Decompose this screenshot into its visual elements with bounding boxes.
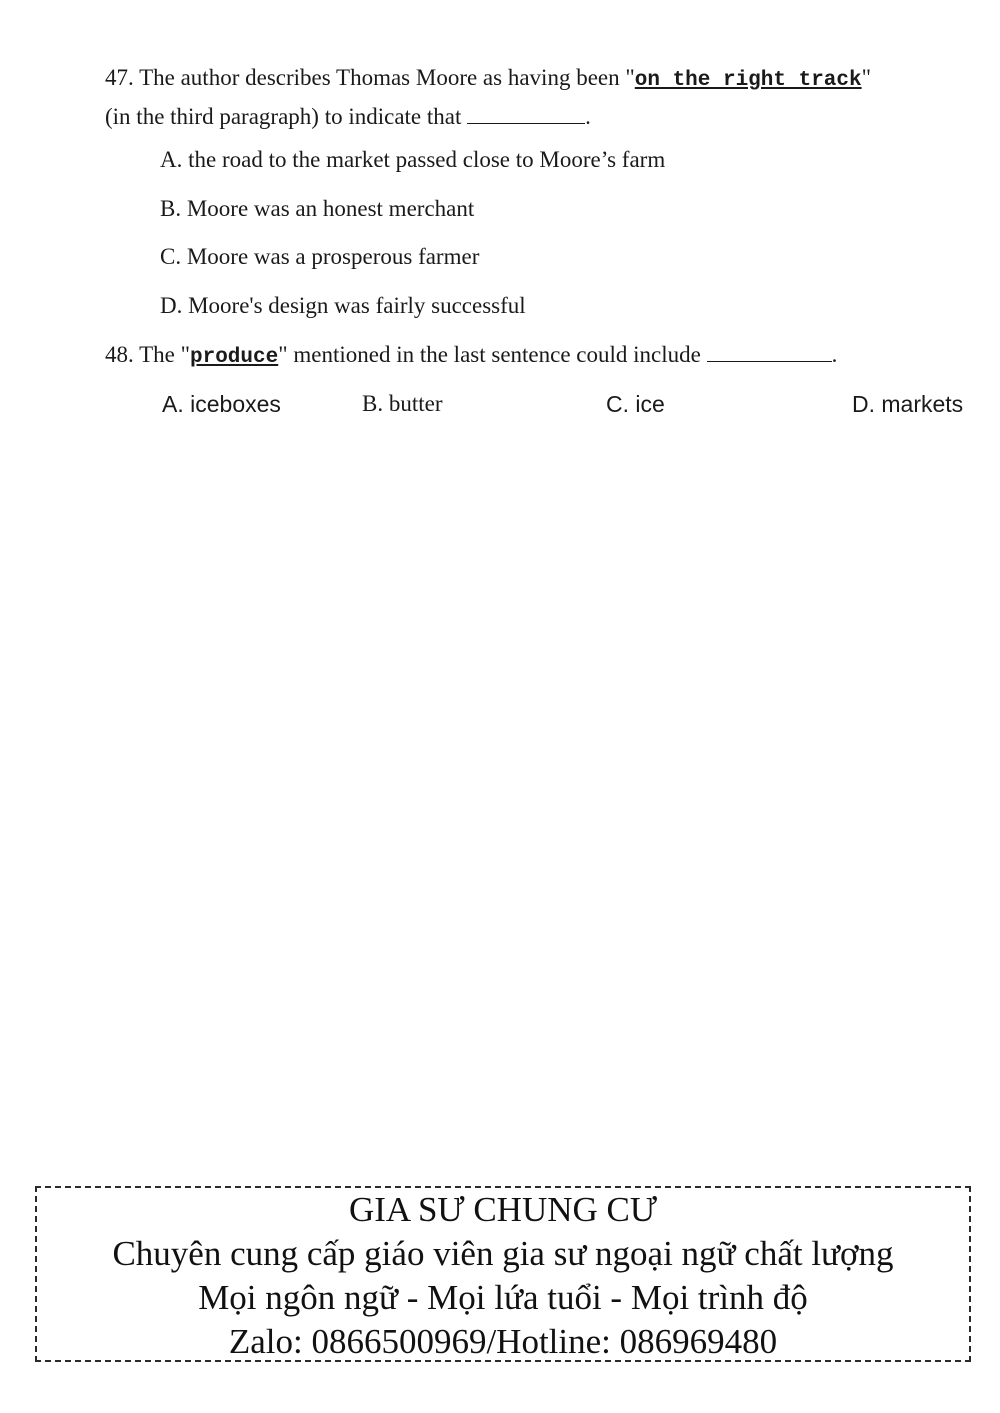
option-a: A. iceboxes (162, 391, 281, 417)
option-c: C. ice (606, 391, 665, 417)
question-period: . (831, 342, 838, 367)
advertisement-box (35, 1186, 971, 1362)
question-48-options (0, 384, 1000, 424)
question-text: The author describes Thomas Moore as having been " (139, 65, 635, 90)
option-b: B. butter (362, 391, 443, 416)
ad-line-2: Mọi ngôn ngữ - Mọi lứa tuổi - Mọi trình độ (198, 1278, 808, 1317)
option-a: A. the road to the market passed close to Moore’s farm (160, 147, 666, 172)
question-text-line-2: (in the third paragraph) to indicate that (105, 104, 462, 129)
question-text-end: " mentioned in the last sentence could include (278, 342, 701, 367)
ad-contact: Zalo: 0866500969/Hotline: 086969480 (228, 1322, 778, 1361)
question-47-line-1 (105, 60, 985, 99)
answer-blank (707, 343, 832, 362)
question-47 (105, 60, 985, 135)
question-text: The " (139, 342, 190, 367)
question-keyword: produce (190, 346, 279, 369)
question-48 (105, 337, 985, 376)
answer-blank (467, 105, 585, 124)
question-period: . (585, 104, 591, 129)
option-c: C. Moore was a prosperous farmer (160, 244, 480, 269)
question-47-options (160, 136, 665, 330)
question-number: 47. (105, 65, 134, 90)
question-text-end: " (861, 65, 871, 90)
question-48-line-1 (105, 337, 985, 376)
option-d: D. markets (852, 391, 964, 417)
ad-line-1: Chuyên cung cấp giáo viên gia sư ngoại ngữ chất lượng (112, 1234, 894, 1273)
question-47-line-2 (105, 99, 985, 135)
option-b: B. Moore was an honest merchant (160, 195, 475, 221)
question-number: 48. (105, 342, 134, 367)
ad-title: GIA SƯ CHUNG CƯ (348, 1190, 658, 1229)
question-keyword: on the right track (634, 69, 862, 92)
option-d: D. Moore's design was fairly successful (160, 292, 526, 318)
